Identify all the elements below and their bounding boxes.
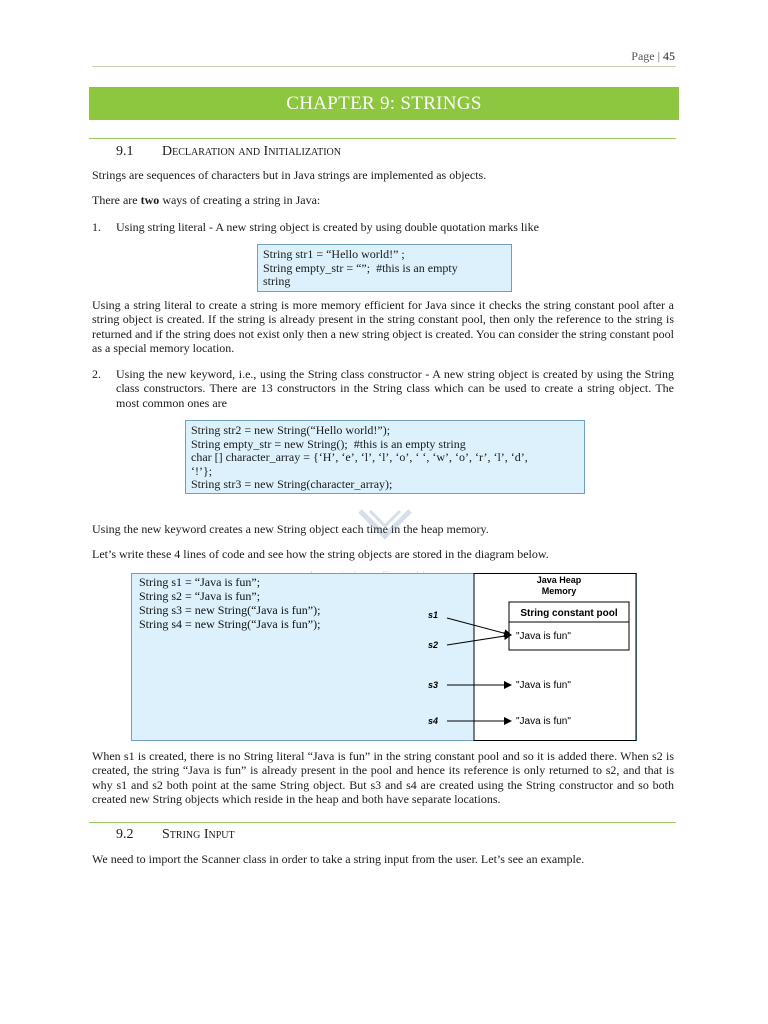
text-fragment: ways of creating a string in Java: [159, 193, 321, 207]
paragraph-diagram-intro: Let’s write these 4 lines of code and see how the string objects are stored in the diagram below. [92, 547, 549, 561]
diagram-code-line: String s1 = “Java is fun”; [139, 575, 261, 589]
chapter-title: CHAPTER 9: STRINGS [89, 87, 679, 120]
ref-label-s1: s1 [428, 610, 439, 620]
paragraph-diagram-explanation: When s1 is created, there is no String literal “Java is fun” in the string constant pool and so it is added there. When s2 is created, the string “Java is fun” is already present in the pool and hence its reference is only returned to s2, and that is why s1 and s2 both point at the same String object. But s3 and s4 are created using the String constructor and so both created new String objects which reside in the heap and both have separate locations. [92, 749, 674, 807]
list-number: 2. [92, 367, 101, 381]
code-line: char [] character_array = {‘H’, ‘e’, ‘l’, ‘l’, ‘o’, ‘ ‘, ‘w’, ‘o’, ‘r’, ‘l’, ‘d’, [191, 450, 528, 465]
string-memory-diagram [131, 573, 637, 741]
heap-title-line-1: Java Heap [536, 575, 582, 585]
code-line: String str2 = new String(“Hello world!”); [191, 423, 391, 437]
list-number: 1. [92, 220, 101, 234]
code-line: String str3 = new String(character_array); [191, 477, 393, 492]
code-line: string [263, 274, 291, 289]
diagram-code-line: String s2 = “Java is fun”; [139, 589, 261, 603]
list-text: Using string literal - A new string object is created by using double quotation marks like [116, 220, 539, 234]
page-label: Page [631, 49, 655, 63]
bold-word: two [140, 193, 160, 207]
page-separator: | [657, 49, 660, 63]
paragraph-new-keyword: Using the new keyword creates a new String object each time in the heap memory. [92, 522, 489, 536]
paragraph-literal-efficiency: Using a string literal to create a string is more memory efficient for Java since it checks the string constant pool after a string object is created. If the string is already present in the string constant pool, then only the reference to the string is returned and if the string does not exist only then a new string object is created. You can consider the string constant pool as a special memory location. [92, 298, 674, 356]
pool-label: String constant pool [520, 608, 618, 619]
section-rule-bottom [89, 822, 676, 823]
code-box-constructor [185, 420, 585, 494]
list-text: Using the new keyword, i.e., using the String class constructor - A new string object is created by using the String class constructors. There are 13 constructors in the String class which can be used to create a string object. The most common ones are [116, 367, 674, 410]
section-title: String Input [162, 827, 235, 842]
section-number: 9.1 [116, 144, 134, 159]
heap-title-line-2: Memory [541, 586, 577, 596]
list-item-2 [92, 367, 674, 410]
ref-label-s4: s4 [428, 716, 439, 726]
page-number-header [560, 49, 675, 64]
paragraph-string-input: We need to import the Scanner class in order to take a string input from the user. Let’s see an example. [92, 852, 585, 866]
code-line: String empty_str = new String(); #this is an empty string [191, 436, 466, 451]
code-box-literal [257, 244, 512, 292]
code-line: String str1 = “Hello world!” ; [263, 247, 405, 261]
section-heading-9-2 [116, 827, 235, 843]
page-number: 45 [663, 49, 675, 63]
heap-value-s4: "Java is fun" [516, 716, 571, 727]
section-heading-9-1 [116, 144, 341, 160]
section-title: Declaration and Initialization [162, 144, 341, 159]
diagram-code-line: String s3 = new String(“Java is fun”); [139, 603, 321, 617]
diagram-code-line: String s4 = new String(“Java is fun”); [139, 617, 321, 631]
header-rule [92, 66, 676, 67]
heap-value-s3: "Java is fun" [516, 680, 571, 691]
ref-label-s2: s2 [428, 640, 439, 650]
text-fragment: There are [92, 193, 141, 207]
paragraph-two-ways [92, 193, 674, 207]
list-item-1 [92, 220, 674, 234]
code-line: ‘!’}; [191, 463, 213, 478]
section-number: 9.2 [116, 827, 134, 842]
section-rule-top [89, 138, 676, 139]
ref-label-s3: s3 [428, 680, 439, 690]
code-line: String empty_str = “”; #this is an empty [263, 260, 458, 275]
paragraph-intro: Strings are sequences of characters but in Java strings are implemented as objects. [92, 168, 487, 182]
pool-value: "Java is fun" [516, 631, 571, 642]
